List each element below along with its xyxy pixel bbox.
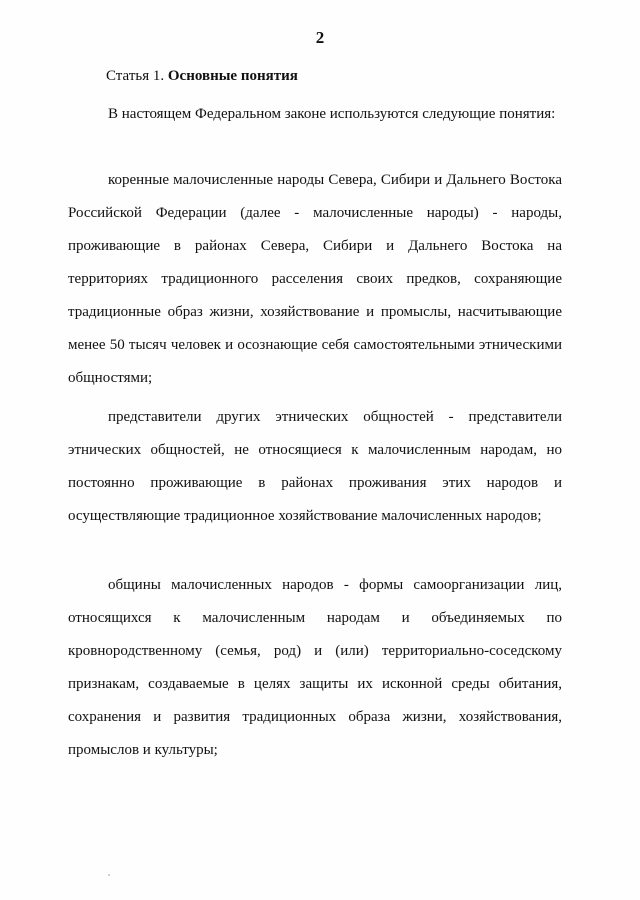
definition-paragraph-communities <box>68 569 562 767</box>
page-number: 2 <box>315 28 325 47</box>
definition-paragraph-other-communities <box>68 401 562 533</box>
article-heading <box>106 68 298 85</box>
paragraph-text: общины малочисленных народов - формы самоорганизации лиц, относящихся к малочисленным народам и объединяемых по кровнородственному (семья, род) и (или) территориально-соседскому признакам, создаваемые в целях защиты их исконной среды обитания, сохранения и развития традиционных образа жизни, хозяйствования, промыслов и культуры; <box>68 577 562 758</box>
definition-paragraph-indigenous-peoples <box>68 164 562 395</box>
scan-artifact <box>108 874 110 876</box>
paragraph-text: коренные малочисленные народы Севера, Сибири и Дальнего Востока Российской Федерации (далее - малочисленные народы) - народы, проживающие в районах Севера, Сибири и Дальнего Востока на территориях традиционного расселения своих предков, сохраняющие традиционные образ жизни, хозяйствование и промыслы, насчитывающие менее 50 тысяч человек и осознающие себя самостоятельными этническими общностями; <box>68 172 562 386</box>
intro-text: В настоящем Федеральном законе используются следующие понятия: <box>108 106 556 122</box>
paragraph-text: представители других этнических общностей - представители этнических общностей, не относящиеся к малочисленным народам, но постоянно проживающие в районах проживания этих народов и осуществляющие традиционное хозяйствование малочисленных народов; <box>68 409 562 524</box>
article-prefix: Статья 1. <box>106 68 165 84</box>
intro-paragraph <box>68 98 562 131</box>
article-title: Основные понятия <box>167 68 298 84</box>
